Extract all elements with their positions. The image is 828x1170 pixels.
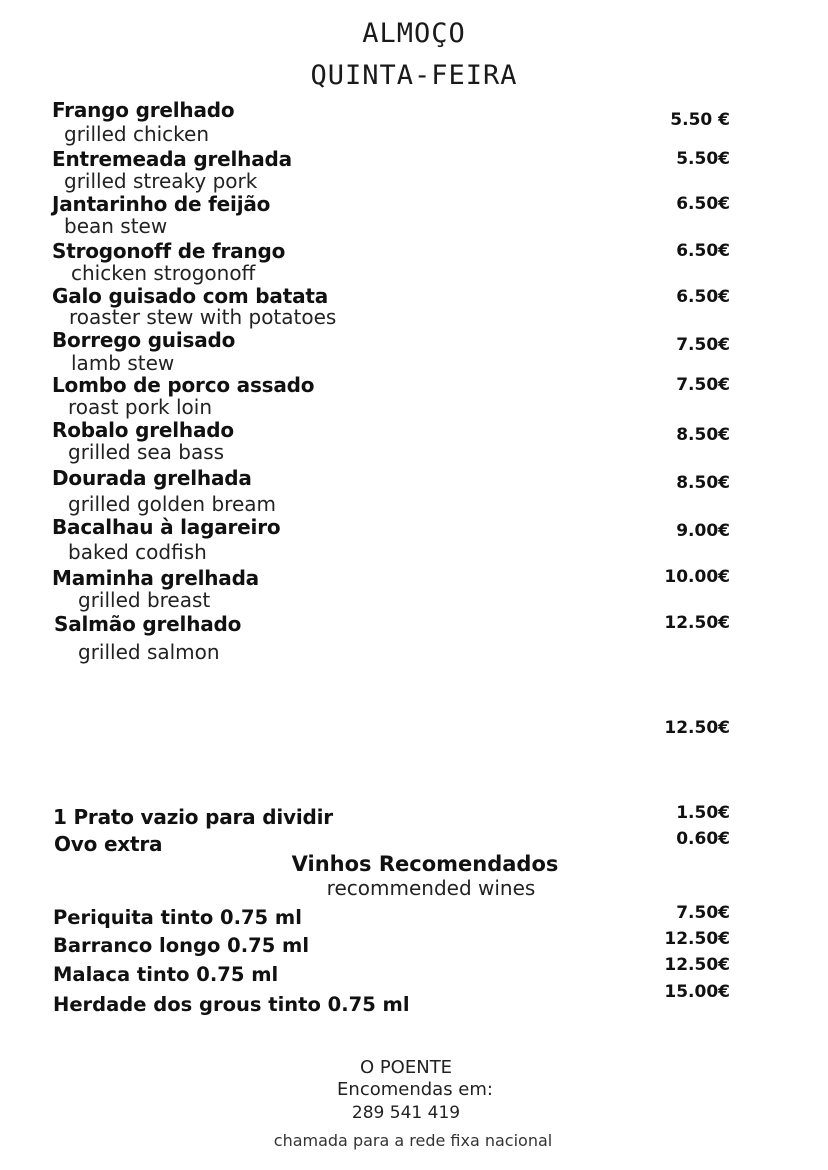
dish-price: 7.50€ [676, 335, 730, 355]
wine-name: Barranco longo 0.75 ml [53, 934, 310, 957]
footer-note: chamada para a rede fixa nacional [273, 1131, 553, 1150]
dish-translation: grilled chicken [64, 122, 210, 146]
wine-price: 12.50€ [664, 955, 730, 975]
dish-translation: lamb stew [71, 351, 175, 375]
extra-price: 1.50€ [676, 803, 730, 823]
dish-price: 8.50€ [676, 425, 730, 445]
dish-price: 9.00€ [676, 521, 730, 541]
dish-price: 6.50€ [676, 287, 730, 307]
dish-name: Frango grelhado [52, 98, 235, 122]
dish-name: Bacalhau à lagareiro [52, 515, 281, 539]
dish-name: Galo guisado com batata [52, 284, 329, 308]
dish-translation: grilled streaky pork [64, 169, 258, 193]
wine-price: 7.50€ [676, 903, 730, 923]
dish-price: 5.50 € [670, 110, 730, 130]
orders-label: Encomendas em: [337, 1079, 493, 1100]
standalone-price: 12.50€ [664, 718, 730, 738]
dish-translation: chicken strogonoff [71, 261, 256, 285]
wine-price: 12.50€ [664, 929, 730, 949]
dish-translation: baked codfish [68, 540, 207, 564]
wines-section-subtitle: recommended wines [326, 876, 536, 900]
dish-translation: roast pork loin [68, 395, 213, 419]
dish-name: Strogonoff de frango [52, 239, 286, 263]
dish-price: 7.50€ [676, 375, 730, 395]
restaurant-name: O POENTE [359, 1057, 453, 1078]
dish-translation: grilled sea bass [68, 440, 225, 464]
dish-price: 12.50€ [664, 613, 730, 633]
dish-name: Dourada grelhada [52, 466, 252, 490]
dish-price: 5.50€ [676, 149, 730, 169]
dish-name: Lombo de porco assado [52, 373, 315, 397]
dish-name: Entremeada grelhada [52, 147, 292, 171]
dish-name: Salmão grelhado [54, 612, 242, 636]
dish-price: 10.00€ [664, 567, 730, 587]
wine-name: Herdade dos grous tinto 0.75 ml [53, 993, 410, 1016]
extra-name: 1 Prato vazio para dividir [53, 805, 333, 829]
dish-name: Robalo grelhado [52, 418, 234, 442]
extra-price: 0.60€ [676, 829, 730, 849]
dish-price: 6.50€ [676, 241, 730, 261]
page-subtitle-day: QUINTA-FEIRA [310, 60, 518, 91]
wine-price: 15.00€ [664, 982, 730, 1002]
phone-number: 289 541 419 [351, 1103, 461, 1123]
dish-name: Borrego guisado [52, 328, 236, 352]
dish-translation: grilled breast [78, 588, 211, 612]
page-title: ALMOÇO [362, 18, 466, 49]
dish-translation: grilled salmon [78, 640, 220, 664]
dish-price: 6.50€ [676, 194, 730, 214]
dish-name: Jantarinho de feijão [52, 192, 271, 216]
wine-name: Malaca tinto 0.75 ml [53, 963, 279, 986]
dish-price: 8.50€ [676, 473, 730, 493]
dish-translation: grilled golden bream [68, 492, 276, 516]
wine-name: Periquita tinto 0.75 ml [53, 906, 302, 929]
dish-translation: roaster stew with potatoes [69, 305, 337, 329]
dish-translation: bean stew [64, 214, 168, 238]
wines-section-title: Vinhos Recomendados [291, 852, 559, 876]
extra-name: Ovo extra [54, 832, 163, 856]
dish-name: Maminha grelhada [52, 566, 259, 590]
